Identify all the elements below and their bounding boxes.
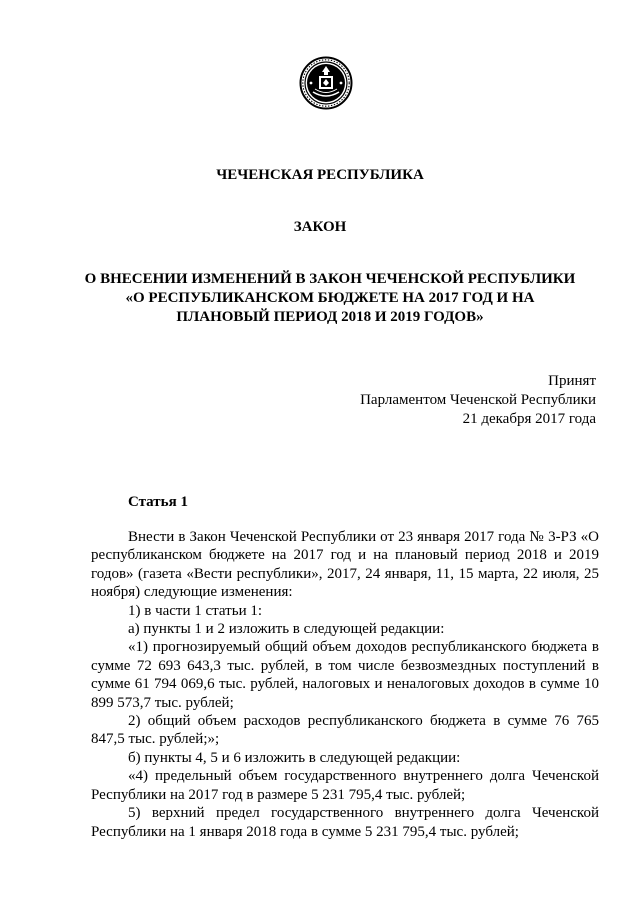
list-item: «1) прогнозируемый общий объем доходов республиканского бюджета в сумме 72 693 643,3 тыс. рублей, в том числе безвозмездных поступлений в сумме 61 794 069,6 тыс. рублей, налоговых и неналоговых доходов в сумме 10 899 573,7 тыс. рублей; xyxy=(91,639,599,711)
article-heading: Статья 1 xyxy=(128,494,188,510)
adoption-note xyxy=(360,372,596,429)
document-type: ЗАКОН xyxy=(293,219,347,235)
adopted-date: 21 декабря 2017 года xyxy=(462,411,596,427)
list-item: б) пункты 4, 5 и 6 изложить в следующей редакции: xyxy=(128,749,461,766)
law-title xyxy=(60,270,600,327)
article-body xyxy=(91,528,599,841)
adopted-label: Принят xyxy=(548,373,596,389)
region-heading: ЧЕЧЕНСКАЯ РЕСПУБЛИКА xyxy=(216,167,424,183)
law-title-line: «О РЕСПУБЛИКАНСКОМ БЮДЖЕТЕ НА 2017 ГОД И НА xyxy=(125,290,535,306)
article-intro: Внести в Закон Чеченской Республики от 23 января 2017 года № 3-РЗ «О республиканском бюджете на 2017 год и на плановый период 2018 и 2019 годов» (газета «Вести республики», 2017, 24 января, 11, 15 марта, 22 июля, 25 ноября) следующие изменения: xyxy=(91,529,599,601)
list-item: 5) верхний предел государственного внутреннего долга Чеченской Республики на 1 января 2018 года в сумме 5 231 795,4 тыс. рублей; xyxy=(91,805,599,840)
law-title-line: ПЛАНОВЫЙ ПЕРИОД 2018 И 2019 ГОДОВ» xyxy=(176,309,484,325)
list-item: 2) общий объем расходов республиканского бюджета в сумме 76 765 847,5 тыс. рублей;»; xyxy=(91,713,599,748)
list-item: 1) в части 1 статьи 1: xyxy=(128,602,263,619)
adopted-by: Парламентом Чеченской Республики xyxy=(360,392,596,408)
list-item: «4) предельный объем государственного внутреннего долга Чеченской Республики на 2017 год в размере 5 231 795,4 тыс. рублей; xyxy=(91,768,599,803)
law-title-line: О ВНЕСЕНИИ ИЗМЕНЕНИЙ В ЗАКОН ЧЕЧЕНСКОЙ РЕСПУБЛИКИ xyxy=(84,271,576,287)
coat-of-arms-icon xyxy=(299,56,353,110)
list-item: а) пункты 1 и 2 изложить в следующей редакции: xyxy=(128,621,445,638)
